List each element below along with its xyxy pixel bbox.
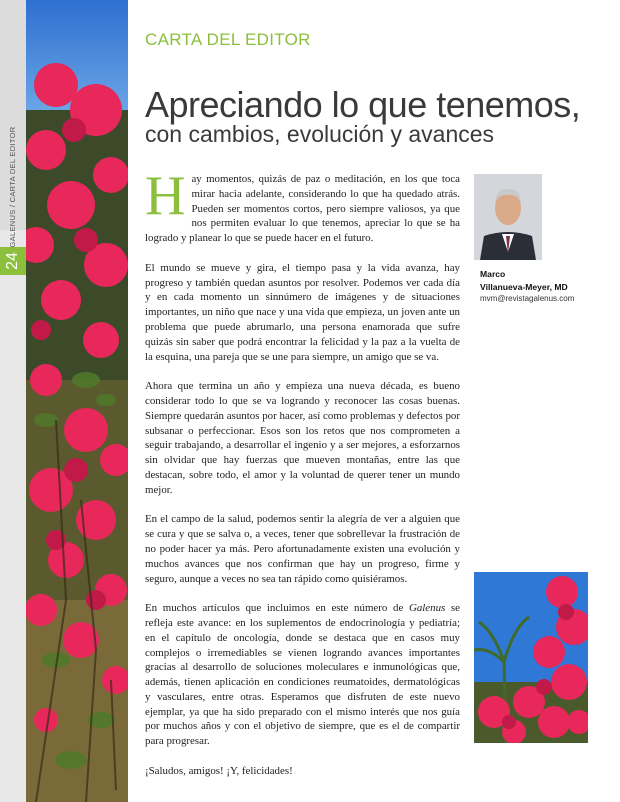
vertical-section-label: GALENUS / CARTA DEL EDITOR [8, 126, 17, 248]
page-number: 24 [4, 252, 21, 270]
section-title: CARTA DEL EDITOR [145, 30, 311, 49]
paragraph-3: Ahora que termina un año y empieza una nueva década, es bueno considerar todo lo que se va logrando y reconocer las cosas buenas. Siempre quedarán asuntos por hacer, así como problemas y defectos por subsanar o perfeccionar. Esos son los retos que nos comprometen a seguir trabajando, a desarrollar el ingenio y a ser mejores, a esforzarnos sin olvidar que hay fuerzas que mueven montañas, entre las que destacan, sobre todo, el amor y la voluntad de querer tener un mundo mejor. [145, 380, 460, 496]
closing-line: ¡Saludos, amigos! ¡Y, felicidades! [145, 764, 293, 777]
paragraph-1-text: ay momentos, quizás de paz o meditación, en los que toca mirar hacia adelante, considerando lo que ha quedado atrás. Pueden ser momentos cortos, pero siempre valiosos, ya que nos permiten evaluar lo que tenemos, apreciar lo que se ha logrado y planear lo que se puede hacer en el futuro. [145, 173, 460, 245]
paragraph-5 [145, 601, 460, 749]
paragraph-5-after: se refleja este avance: en los suplementos de endocrinología y pediatría; en el capítulo de oncología, donde se destaca que en casos muy complejos o irremediables se vienen logrando avances importantes gracias al desarrollo de soluciones moleculares e inmunológicas que, además, tienen aplicación en condiciones reumatoides, dermatológicas y vasculares, entre otras. Esperamos que disfruten de este nuevo ejemplar, ya que ha sido preparado con el mismo interés que nos guía por muchos años y con el objetivo de siempre, que es el de compartir para progresar. [145, 602, 461, 748]
author-photo [474, 174, 542, 260]
drop-cap: H [145, 165, 186, 227]
article-body [145, 165, 461, 793]
author-email[interactable]: mvm@revistagalenus.com [480, 294, 575, 303]
author-first-name: Marco [480, 269, 506, 279]
magazine-name: Galenus [408, 602, 446, 615]
paragraph-5-before: En muchos artículos que incluimos en este número de [145, 602, 409, 615]
author-last-name: Villanueva-Meyer, MD [480, 281, 568, 292]
bougainvillea-photo [26, 0, 128, 802]
bougainvillea-small-photo [474, 572, 588, 743]
paragraph-1 [145, 165, 460, 246]
paragraph-4: En el campo de la salud, podemos sentir la alegría de ver a alguien que se cura y que se salva o, a veces, tener que sobrellevar la frustración de no poder hacer ya más. Pero afortunadamente existen una evolución y muchos avances que nos confirman que hay un progreso, firme y seguro, aunque a veces no sea tan rápido como quisiéramos. [145, 513, 460, 585]
article-title: Apreciando lo que tenemos, [145, 84, 581, 125]
paragraph-2: El mundo se mueve y gira, el tiempo pasa y la vida avanza, hay progreso y también quedan asuntos por resolver. Podemos ver cada día y en cada momento un sinnúmero de imágenes y de situaciones importantes, un niño que nace y una vida que empieza, un joven ante un problema que puede abrumarlo, una persona enamorada que sufre quizás sin saber que podrá encontrar la felicidad y la paz a la vuelta de la esquina, una pareja que se une para siempre, un amigo que se va. [145, 261, 460, 363]
article-subtitle: con cambios, evolución y avances [145, 121, 495, 147]
author-name [480, 268, 568, 293]
